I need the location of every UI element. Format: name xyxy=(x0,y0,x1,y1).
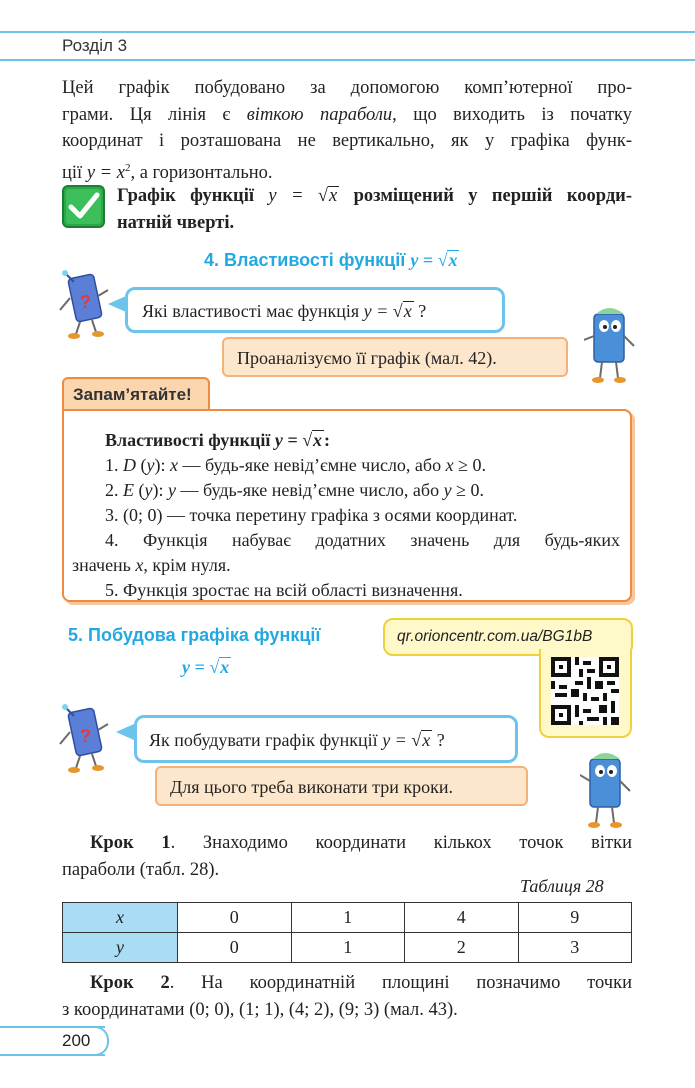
property-4-line-2a: значень xyxy=(72,555,136,575)
dialog-2-answer-text: Для цього треба виконати три кроки. xyxy=(170,777,453,797)
remember-content xyxy=(72,428,620,603)
dialog-1-answer-bubble xyxy=(222,337,568,377)
svg-text:?: ? xyxy=(80,726,91,746)
table-cell: 0 xyxy=(178,903,292,933)
values-table xyxy=(62,902,632,963)
section-4-title xyxy=(204,250,459,271)
property-3: 3. (0; 0) — точка перетину графіка з осями координат. xyxy=(105,505,518,525)
table-cell: 9 xyxy=(518,903,632,933)
remember-formula-rad: x xyxy=(313,430,322,450)
property-1-end: ≥ 0. xyxy=(453,455,486,475)
intro-line-3: координат і розташована не вертикально, як у графіка функ- xyxy=(62,131,632,151)
property-1-paren: ( xyxy=(136,455,147,475)
property-4-line-1: 4. Функція набуває додатних значень для будь-яких xyxy=(105,530,620,550)
table-row-head: y xyxy=(63,933,178,963)
section-4-formula-rad: x xyxy=(448,250,458,270)
check-note-text-c: натній чверті. xyxy=(117,213,235,233)
property-2-cond: y xyxy=(443,480,452,500)
dialog-2-formula-lhs: y = xyxy=(382,730,412,750)
robot-answer-icon xyxy=(580,745,632,829)
dialog-1-question-bubble xyxy=(125,287,505,333)
step-1-text-b: параболи (табл. 28). xyxy=(62,859,220,880)
section-header: Розділ 3 xyxy=(62,36,128,55)
dialog-1-formula-rad: x xyxy=(403,301,412,321)
section-5-title: 5. Побудова графіка функції xyxy=(68,625,321,645)
step-2-label: Крок 2 xyxy=(90,973,170,993)
header-top-line xyxy=(0,31,695,33)
property-4-x: x xyxy=(135,555,144,575)
page-number: 200 xyxy=(62,1031,91,1050)
property-4-line-2b: , крім нуля. xyxy=(143,555,231,575)
qr-link-url[interactable]: qr.orioncentr.com.ua/BG1bB xyxy=(397,628,593,645)
property-2-range: E xyxy=(123,480,134,500)
step-2-paragraph xyxy=(62,970,632,1023)
dialog-1-question-end: ? xyxy=(418,301,427,321)
step-2-text-a: . На координатній площині позначимо точки xyxy=(169,973,632,993)
intro-line-1: Цей графік побудовано за допомогою комп’ютерної про- xyxy=(62,78,632,98)
footer-cap xyxy=(95,1026,109,1056)
check-note-text-b: розміщений у першій коорди- xyxy=(353,186,632,206)
dialog-1-answer-text: Проаналізуємо її графік (мал. 42). xyxy=(237,348,497,368)
step-1-text-a: . Знаходимо координати кількох точок вітки xyxy=(170,833,632,853)
property-2-y: y xyxy=(144,480,153,500)
sqrt-symbol: √ xyxy=(209,657,220,677)
svg-text:?: ? xyxy=(80,292,91,312)
section-4-formula-lhs: y = xyxy=(410,250,438,270)
intro-line-4b: , а горизонтально. xyxy=(130,162,273,183)
intro-formula: y = x xyxy=(86,162,125,183)
dialog-2-question-text: Як побудувати графік функції xyxy=(149,730,378,750)
robot-question-icon xyxy=(58,702,118,774)
bubble-tail xyxy=(108,296,126,312)
footer-line-bottom xyxy=(0,1054,105,1056)
dialog-1-question-text: Які властивості має функція xyxy=(142,301,360,321)
property-1-cond: x xyxy=(445,455,454,475)
table-cell: 0 xyxy=(178,933,292,963)
property-1-x: x xyxy=(170,455,178,475)
table-caption: Таблиця 28 xyxy=(520,876,604,896)
sqrt-symbol: √ xyxy=(302,430,312,450)
remember-tag xyxy=(62,377,210,411)
table-row xyxy=(63,933,632,963)
intro-exponent: 2 xyxy=(124,161,131,174)
table-cell: 1 xyxy=(291,933,405,963)
remember-heading: Властивості функції xyxy=(105,430,271,450)
intro-paragraph xyxy=(62,75,632,186)
intro-line-2b: , що виходить із початку xyxy=(392,104,632,125)
dialog-2-answer-bubble xyxy=(155,766,528,806)
section-5-formula-rad: x xyxy=(220,657,230,677)
intro-line-4a: ції xyxy=(62,162,87,183)
property-1-text: — будь-яке невід’ємне число, або xyxy=(178,455,446,475)
robot-answer-icon xyxy=(584,300,636,384)
check-note-text-a: Графік функції xyxy=(117,186,254,206)
dialog-2-formula-rad: x xyxy=(422,730,431,750)
step-1-label: Крок 1 xyxy=(90,833,171,853)
footer-line xyxy=(0,1026,105,1028)
check-note xyxy=(117,183,632,237)
checkmark-icon xyxy=(62,185,105,228)
step-2-text-b: з координатами (0; 0), (1; 1), (4; 2), (9; 3) (мал. 43). xyxy=(62,999,458,1020)
property-1-num: 1. xyxy=(105,455,123,475)
section-5-formula-lhs: y = xyxy=(182,657,210,677)
table-cell: 4 xyxy=(405,903,519,933)
section-5-formula xyxy=(182,657,231,678)
table-cell: 2 xyxy=(405,933,519,963)
property-2-end: ≥ 0. xyxy=(451,480,484,500)
table-cell: 3 xyxy=(518,933,632,963)
section-4-title-text: 4. Властивості функції xyxy=(204,250,406,270)
property-1-y: y xyxy=(146,455,155,475)
property-2-paren: ( xyxy=(134,480,145,500)
property-2-var: y xyxy=(168,480,176,500)
check-note-formula-lhs: y = xyxy=(268,186,318,206)
header-bottom-line xyxy=(0,59,695,61)
property-2-colon: ): xyxy=(152,480,168,500)
property-1-colon: ): xyxy=(154,455,170,475)
sqrt-symbol: √ xyxy=(317,186,328,206)
sqrt-symbol: √ xyxy=(392,301,403,321)
sqrt-symbol: √ xyxy=(411,730,422,750)
intro-emphasis: віткою параболи xyxy=(246,104,393,125)
property-2-num: 2. xyxy=(105,480,123,500)
check-note-formula-rad: x xyxy=(329,186,338,206)
property-1-domain: D xyxy=(123,455,136,475)
table-row xyxy=(63,903,632,933)
dialog-2-question-bubble xyxy=(134,715,518,763)
sqrt-symbol: √ xyxy=(437,250,448,270)
remember-formula-lhs: y = xyxy=(274,430,303,450)
intro-line-2a: грами. Ця лінія є xyxy=(62,104,247,125)
dialog-2-question-end: ? xyxy=(436,730,445,750)
table-row-head: x xyxy=(63,903,178,933)
remember-tag-text: Запам’ятайте! xyxy=(73,385,192,404)
remember-heading-end: : xyxy=(324,430,330,450)
dialog-1-formula-lhs: y = xyxy=(363,301,393,321)
property-5: 5. Функція зростає на всій області визначення. xyxy=(105,580,463,600)
bubble-tail xyxy=(116,724,134,740)
qr-code-icon[interactable] xyxy=(551,657,619,725)
property-2-text: — будь-яке невід’ємне число, або xyxy=(176,480,444,500)
table-cell: 1 xyxy=(291,903,405,933)
